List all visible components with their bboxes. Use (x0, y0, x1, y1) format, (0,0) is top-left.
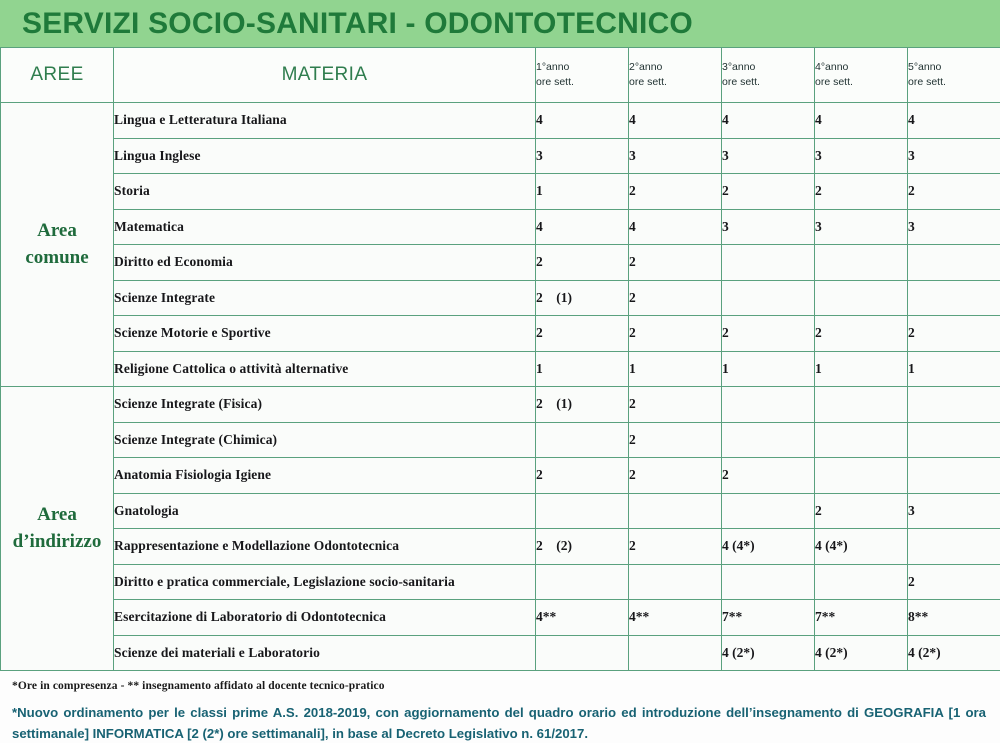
column-header-year-4 (815, 48, 908, 103)
hours-cell: 2 (629, 245, 722, 281)
subject-cell: Esercitazione di Laboratorio di Odontotecnica (114, 600, 536, 636)
hours-cell: 2 (629, 458, 722, 494)
column-header-year-5 (908, 48, 1000, 103)
area-label-indirizzo (1, 387, 114, 671)
title-bar (0, 0, 1000, 47)
hours-cell (908, 422, 1000, 458)
hours-cell (722, 493, 815, 529)
quadro-orario-table (0, 47, 1000, 671)
subject-cell: Storia (114, 174, 536, 210)
hours-cell (908, 458, 1000, 494)
column-header-aree: AREE (1, 48, 114, 103)
hours-cell (722, 387, 815, 423)
hours-cell: 1 (536, 174, 629, 210)
hours-cell: 4 (536, 209, 629, 245)
hours-cell: 1 (815, 351, 908, 387)
hours-cell: 2 (722, 316, 815, 352)
hours-cell: 8** (908, 600, 1000, 636)
hours-cell (815, 280, 908, 316)
hours-cell (536, 635, 629, 671)
subject-cell: Diritto e pratica commerciale, Legislazione socio-sanitaria (114, 564, 536, 600)
hours-cell: 3 (908, 209, 1000, 245)
hours-cell: 1 (629, 351, 722, 387)
hours-cell: 2 (815, 174, 908, 210)
subject-cell: Diritto ed Economia (114, 245, 536, 281)
hours-cell (722, 245, 815, 281)
hours-cell: 3 (815, 209, 908, 245)
footnotes-block (0, 671, 1000, 745)
hours-cell: 2 (908, 564, 1000, 600)
column-header-year-2 (629, 48, 722, 103)
table-row (1, 493, 1000, 529)
hours-cell (908, 245, 1000, 281)
table-body-area-comune (1, 103, 1000, 387)
hours-cell: 2 (629, 174, 722, 210)
subject-cell: Religione Cattolica o attività alternative (114, 351, 536, 387)
year-2-label: 2°anno (629, 60, 721, 75)
hours-cell (722, 280, 815, 316)
hours-cell: 2 (1) (536, 387, 629, 423)
hours-cell (629, 635, 722, 671)
area-indirizzo-line1: Area (1, 502, 113, 529)
hours-cell: 4** (629, 600, 722, 636)
hours-cell: 2 (815, 493, 908, 529)
year-1-sublabel: ore sett. (536, 75, 628, 90)
table-row (1, 138, 1000, 174)
table-row (1, 458, 1000, 494)
area-indirizzo-line2: d’indirizzo (1, 529, 113, 556)
hours-cell: 2 (722, 174, 815, 210)
page-title: SERVIZI SOCIO-SANITARI - ODONTOTECNICO (22, 7, 693, 41)
table-row (1, 564, 1000, 600)
table-row (1, 422, 1000, 458)
table-row (1, 351, 1000, 387)
table-row (1, 316, 1000, 352)
hours-cell: 2 (629, 387, 722, 423)
table-header (1, 48, 1000, 103)
year-3-label: 3°anno (722, 60, 814, 75)
hours-cell: 3 (629, 138, 722, 174)
subject-cell: Lingua e Letteratura Italiana (114, 103, 536, 139)
table-row (1, 529, 1000, 565)
hours-cell (815, 387, 908, 423)
hours-cell: 3 (722, 138, 815, 174)
hours-cell (629, 493, 722, 529)
column-header-year-1 (536, 48, 629, 103)
table-row (1, 245, 1000, 281)
hours-cell: 2 (722, 458, 815, 494)
subject-cell: Scienze Integrate (Fisica) (114, 387, 536, 423)
hours-cell: 3 (722, 209, 815, 245)
hours-cell: 2 (536, 458, 629, 494)
table-row (1, 387, 1000, 423)
year-3-sublabel: ore sett. (722, 75, 814, 90)
hours-cell: 4 (629, 209, 722, 245)
hours-cell: 3 (908, 493, 1000, 529)
hours-cell: 4 (722, 103, 815, 139)
column-header-year-3 (722, 48, 815, 103)
hours-cell: 7** (722, 600, 815, 636)
hours-cell: 2 (629, 422, 722, 458)
hours-cell (629, 564, 722, 600)
hours-cell: 3 (908, 138, 1000, 174)
hours-cell: 2 (2) (536, 529, 629, 565)
hours-cell (815, 458, 908, 494)
hours-cell: 4 (2*) (815, 635, 908, 671)
hours-cell: 4 (815, 103, 908, 139)
subject-cell: Scienze Integrate (114, 280, 536, 316)
hours-cell (722, 564, 815, 600)
hours-cell: 2 (908, 316, 1000, 352)
hours-cell: 3 (815, 138, 908, 174)
year-4-sublabel: ore sett. (815, 75, 907, 90)
hours-cell: 2 (629, 529, 722, 565)
subject-cell: Lingua Inglese (114, 138, 536, 174)
hours-cell: 1 (908, 351, 1000, 387)
year-1-label: 1°anno (536, 60, 628, 75)
table-row (1, 209, 1000, 245)
table-row (1, 600, 1000, 636)
column-header-materia: MATERIA (114, 48, 536, 103)
table-body-area-indirizzo (1, 387, 1000, 671)
header-row (1, 48, 1000, 103)
table-row (1, 103, 1000, 139)
hours-cell (536, 422, 629, 458)
area-label-comune (1, 103, 114, 387)
hours-cell: 2 (815, 316, 908, 352)
hours-cell: 4 (2*) (908, 635, 1000, 671)
hours-cell: 4 (908, 103, 1000, 139)
hours-cell: 3 (536, 138, 629, 174)
table-row (1, 635, 1000, 671)
subject-cell: Scienze Motorie e Sportive (114, 316, 536, 352)
hours-cell: 4 (4*) (815, 529, 908, 565)
hours-cell: 4 (629, 103, 722, 139)
hours-cell (908, 280, 1000, 316)
footnote-legend: *Ore in compresenza - ** insegnamento affidato al docente tecnico-pratico (12, 680, 992, 692)
year-2-sublabel: ore sett. (629, 75, 721, 90)
hours-cell: 1 (722, 351, 815, 387)
hours-cell: 2 (629, 316, 722, 352)
table-row (1, 174, 1000, 210)
subject-cell: Rappresentazione e Modellazione Odontotecnica (114, 529, 536, 565)
hours-cell: 4 (4*) (722, 529, 815, 565)
subject-cell: Matematica (114, 209, 536, 245)
hours-cell: 4 (536, 103, 629, 139)
subject-cell: Scienze Integrate (Chimica) (114, 422, 536, 458)
hours-cell (536, 564, 629, 600)
hours-cell (815, 245, 908, 281)
footnote-nuovo-ordinamento: *Nuovo ordinamento per le classi prime A.S. 2018-2019, con aggiornamento del quadro orario ed introduzione dell’insegnamento di GEOGRAFIA [1 ora settimanale] INFORMATICA [2 (2*) ore settimanali], in base al Decreto Legislativo n. 61/2017. (12, 702, 986, 745)
year-4-label: 4°anno (815, 60, 907, 75)
area-comune-line2: comune (1, 245, 113, 272)
year-5-sublabel: ore sett. (908, 75, 1000, 90)
table-row (1, 280, 1000, 316)
subject-cell: Gnatologia (114, 493, 536, 529)
hours-cell: 2 (536, 316, 629, 352)
area-comune-line1: Area (1, 218, 113, 245)
hours-cell: 2 (908, 174, 1000, 210)
hours-cell (722, 422, 815, 458)
hours-cell: 2 (629, 280, 722, 316)
hours-cell (815, 564, 908, 600)
hours-cell: 2 (1) (536, 280, 629, 316)
hours-cell (908, 529, 1000, 565)
hours-cell: 2 (536, 245, 629, 281)
hours-cell (815, 422, 908, 458)
hours-cell: 7** (815, 600, 908, 636)
subject-cell: Scienze dei materiali e Laboratorio (114, 635, 536, 671)
hours-cell: 1 (536, 351, 629, 387)
hours-cell (908, 387, 1000, 423)
subject-cell: Anatomia Fisiologia Igiene (114, 458, 536, 494)
year-5-label: 5°anno (908, 60, 1000, 75)
hours-cell: 4 (2*) (722, 635, 815, 671)
hours-cell: 4** (536, 600, 629, 636)
hours-cell (536, 493, 629, 529)
